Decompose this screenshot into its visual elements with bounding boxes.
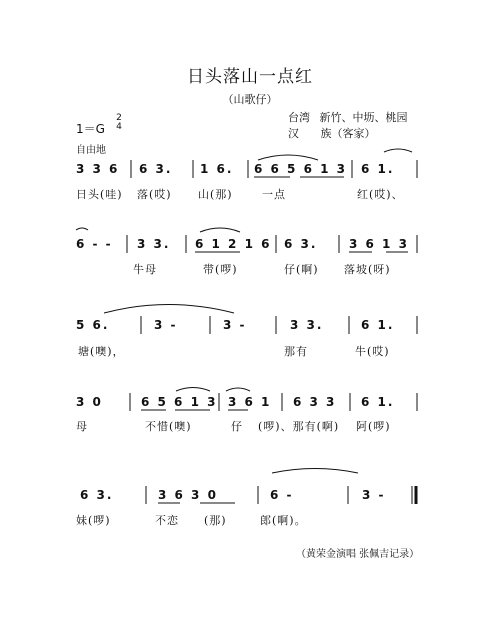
slur (258, 155, 318, 160)
key-signature: 1＝G (76, 122, 105, 136)
system-3-measure-4-notes: 3 3. (290, 318, 324, 332)
system-4-lyric-1: 母 (76, 420, 88, 433)
system-5-measure-2-notes: 3 6 3 0 (158, 488, 218, 502)
slur (272, 469, 358, 474)
slur (226, 388, 250, 391)
system-4-lyric-2: 不惜(噢) (145, 420, 192, 433)
origin-ethnicity: 汉 族（客家） (288, 127, 376, 140)
slur (76, 228, 88, 230)
system-4-measure-4-notes: 6 3 3 (293, 395, 337, 409)
system-1-measure-5-notes: 6 1. (361, 162, 395, 176)
system-5-lyric-4: 郎(啊)。 (260, 514, 307, 527)
system-4-lyric-5: 阿(啰) (356, 420, 391, 433)
slur (104, 305, 234, 314)
slur (200, 228, 240, 232)
system-3-measure-2-notes: 3 - (154, 318, 178, 332)
system-5-measure-4-notes: 3 - (362, 488, 386, 502)
system-1-lyric-2: 落(哎) (137, 188, 172, 201)
system-1-lyric-1: 日头(哇) (76, 188, 123, 201)
slur (384, 149, 412, 152)
system-2-lyric-4: 落坡(呀) (344, 263, 391, 276)
tempo-marking: 自由地 (76, 145, 106, 156)
system-4-measure-5-notes: 6 1. (361, 395, 395, 409)
system-2-lyric-3: 仔(啊) (284, 263, 319, 276)
system-2-measure-2-notes: 3 3. (137, 237, 171, 251)
song-subtitle: （山歌仔） (222, 93, 278, 106)
system-1-measure-3-notes: 1 6. (200, 162, 234, 176)
system-2-measure-5-notes: 3 6 1 3 (349, 237, 409, 251)
system-3-measure-1-notes: 5 6. (76, 318, 110, 332)
system-2-measure-4-notes: 6 3. (284, 237, 318, 251)
system-1-measure-2-notes: 6 3. (139, 162, 173, 176)
system-3-lyric-3: 牛(哎) (355, 345, 390, 358)
system-1-measure-4-notes: 6 6 5 6 1 3 (254, 162, 347, 176)
system-4-lyric-3: 仔 (231, 420, 243, 433)
system-4-measure-3-notes: 3 6 1 (228, 395, 272, 409)
system-5-lyric-3: (那) (204, 514, 227, 527)
performer-credit: （黄荣金演唱 张佩吉记录） (296, 549, 420, 560)
song-title: 日头落山一点红 (187, 67, 313, 87)
origin-region: 台湾 新竹、中坜、桃园 (288, 111, 408, 124)
system-3-measure-5-notes: 6 1. (361, 318, 395, 332)
system-4-lyric-4: (啰)、那有(啊) (258, 420, 340, 433)
meter-bottom: 4 (116, 122, 122, 132)
system-2-measure-3-notes: 6 1 2 1 6 (195, 237, 272, 251)
system-3-lyric-1: 塘(噢)， (78, 345, 125, 358)
system-5-measure-3-notes: 6 - (270, 488, 294, 502)
system-3-measure-3-notes: 3 - (223, 318, 247, 332)
system-1-lyric-5: 红(哎)、 (357, 188, 404, 201)
system-4-measure-1-notes: 3 0 (76, 395, 103, 409)
system-3-lyric-2: 那有 (284, 345, 308, 358)
system-5-lyric-2: 不恋 (155, 514, 179, 527)
system-2-measure-1-notes: 6 - - (76, 237, 113, 251)
slur (176, 388, 210, 392)
system-2-lyric-1: 牛母 (133, 263, 157, 276)
system-1-lyric-3: 山(那) (198, 188, 233, 201)
system-2-lyric-2: 带(啰) (203, 263, 238, 276)
system-5-measure-1-notes: 6 3. (80, 488, 114, 502)
system-1-lyric-4: 一点 (262, 188, 286, 201)
system-1-measure-1-notes: 3 3 6 (76, 162, 120, 176)
system-5-lyric-1: 妹(啰) (76, 514, 111, 527)
meter-top: 2 (116, 113, 122, 123)
system-4-measure-2-notes: 6 5 6 1 3 (141, 395, 218, 409)
